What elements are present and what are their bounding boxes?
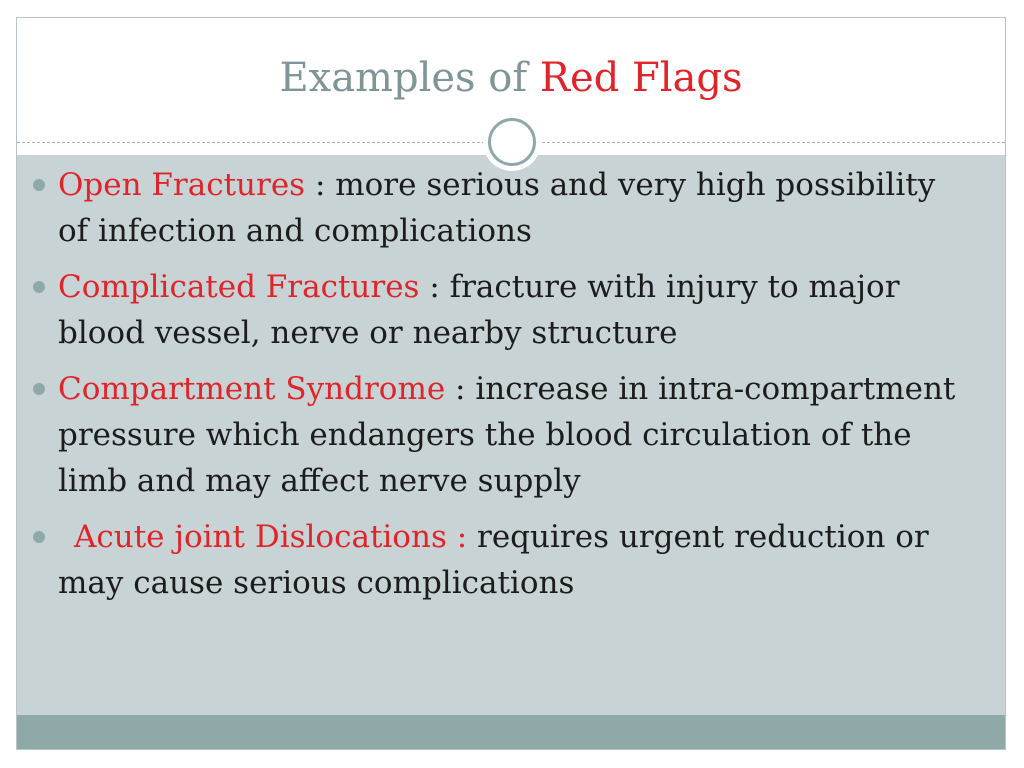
item-text: : increase in intra-compartment pressure which endangers the blood circulation of the limb and may affect nerve supply (58, 371, 956, 499)
bullet-list (30, 162, 960, 616)
list-item (30, 514, 960, 606)
item-text: : more serious and very high possibility of infection and complications (58, 167, 936, 249)
item-term: Complicated Fractures (58, 269, 420, 305)
item-term: Acute joint Dislocations : (74, 519, 468, 555)
item-text: requires urgent reduction or may cause serious complications (58, 519, 929, 601)
list-item (30, 264, 960, 356)
title-accent-text: Red Flags (539, 55, 743, 101)
list-item (30, 366, 960, 504)
ring-icon (488, 118, 536, 166)
bullet-dot-icon (33, 383, 45, 395)
bullet-dot-icon (33, 281, 45, 293)
slide-title (17, 52, 1005, 104)
title-plain-text: Examples of (279, 55, 528, 101)
bullet-dot-icon (33, 179, 45, 191)
bullet-dot-icon (33, 531, 45, 543)
item-term: Compartment Syndrome (58, 371, 446, 407)
bottom-bar (17, 715, 1005, 750)
list-item (30, 162, 960, 254)
item-term: Open Fractures (58, 167, 306, 203)
item-text: : fracture with injury to major blood vessel, nerve or nearby structure (58, 269, 900, 351)
